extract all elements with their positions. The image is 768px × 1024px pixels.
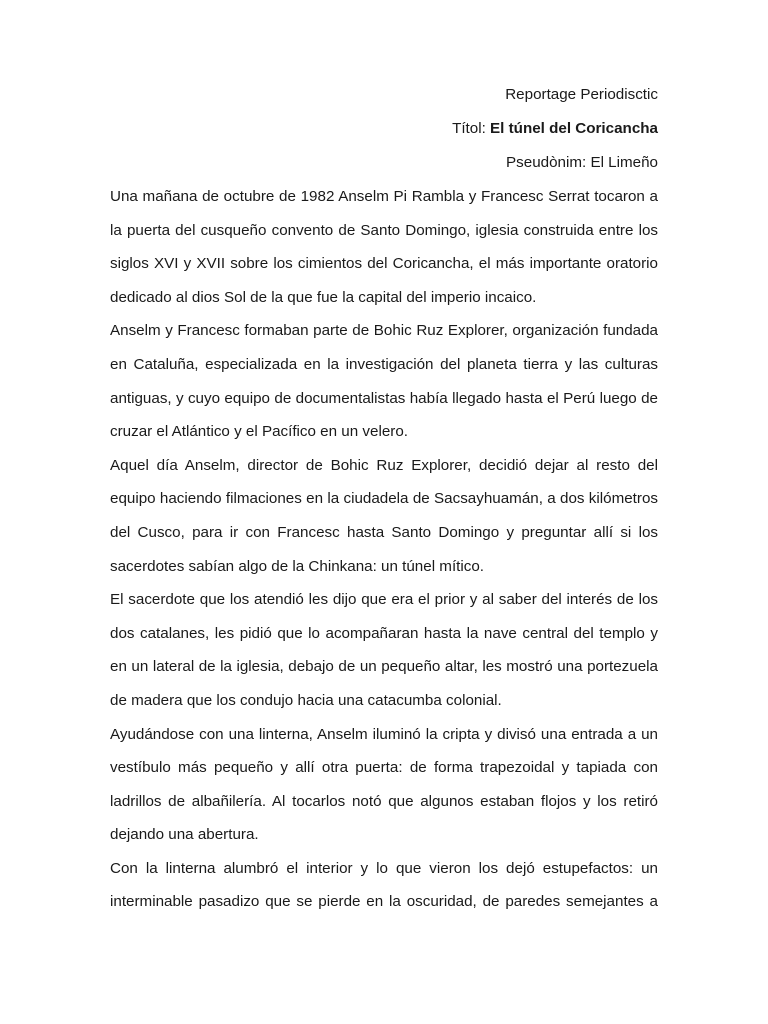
body-paragraph: Con la linterna alumbró el interior y lo que vieron los dejó estupefactos: un interminable pasadizo que se pierde en la oscuridad, de paredes semejantes a (110, 859, 658, 911)
title-label: Títol: (452, 120, 491, 137)
document-page (110, 78, 658, 919)
body-paragraph: Una mañana de octubre de 1982 Anselm Pi Rambla y Francesc Serrat tocaron a la puerta del cusqueño convento de Santo Domingo, iglesia construida entre los siglos XVI y XVII sobre los cimientos del Coricancha, el más importante oratorio dedicado al dios Sol de la que fue la capital del imperio incaico. (110, 188, 658, 306)
title-value: El túnel del Coricancha (490, 120, 658, 137)
title-line (110, 112, 658, 146)
report-type-line: Reportage Periodisctic (505, 86, 658, 103)
body-paragraph: Ayudándose con una linterna, Anselm iluminó la cripta y divisó una entrada a un vestíbulo más pequeño y allí otra puerta: de forma trapezoidal y tapiada con ladrillos de albañilería. Al tocarlos notó que algunos estaban flojos y los retiró dejando una abertura. (110, 725, 658, 844)
body-paragraph: Anselm y Francesc formaban parte de Bohic Ruz Explorer, organización fundada en Cataluña, especializada en la investigación del planeta tierra y las culturas antiguas, y cuyo equipo de documentalistas había llegado hasta el Perú luego de cruzar el Atlántico y el Pacífico en un velero. (110, 322, 658, 441)
body-paragraph: Aquel día Anselm, director de Bohic Ruz Explorer, decidió dejar al resto del equipo haciendo filmaciones en la ciudadela de Sacsayhuamán, a dos kilómetros del Cusco, para ir con Francesc hasta Santo Domingo y preguntar allí si los sacerdotes sabían algo de la Chinkana: un túnel mítico. (110, 456, 658, 575)
pseudonym-line: Pseudònim: El Limeño (506, 154, 658, 171)
body-paragraph: El sacerdote que los atendió les dijo que era el prior y al saber del interés de los dos catalanes, les pidió que lo acompañaran hasta la nave central del templo y en un lateral de la iglesia, debajo de un pequeño altar, les mostró una portezuela de madera que los condujo hacia una catacumba colonial. (110, 591, 658, 709)
